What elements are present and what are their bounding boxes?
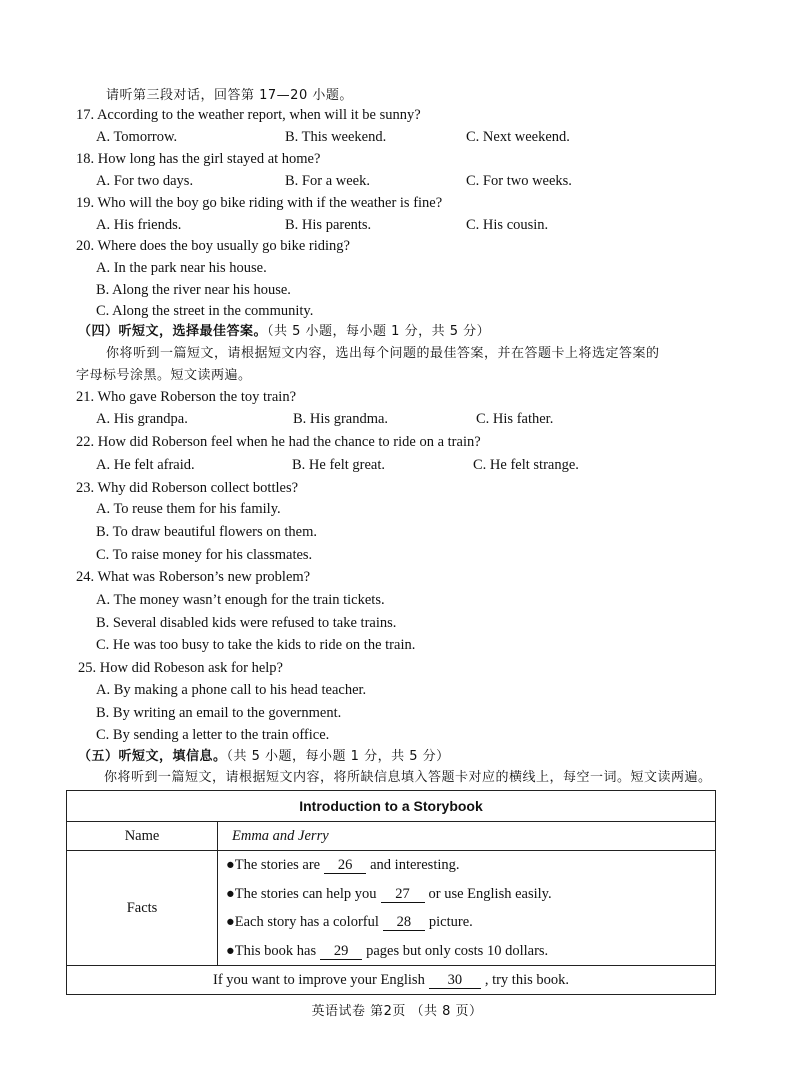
q18-option-a: A. For two days.	[96, 173, 194, 189]
question-19: 19. Who will the boy go bike riding with if the weather is fine?	[76, 195, 443, 211]
name-label: Name	[67, 822, 218, 851]
part5-heading: （五）听短文，填信息。	[78, 749, 227, 764]
fact-text: ●The stories are	[226, 857, 321, 873]
q20-option-a: A. In the park near his house.	[96, 260, 267, 276]
q18-option-b: B. For a week.	[285, 173, 370, 189]
fact-text: ●This book has	[226, 942, 317, 959]
q22-option-a: A. He felt afraid.	[96, 457, 195, 473]
q24-option-b: B. Several disabled kids were refused to take trains.	[96, 615, 397, 631]
fact-text: or use English easily.	[428, 885, 552, 902]
fact-item	[226, 880, 715, 909]
q25-option-b: B. By writing an email to the government.	[96, 705, 342, 721]
q19-option-c: C. His cousin.	[466, 217, 549, 233]
facts-label: Facts	[67, 851, 218, 966]
question-18: 18. How long has the girl stayed at home?	[76, 151, 321, 167]
q23-option-a: A. To reuse them for his family.	[96, 501, 281, 517]
section3-instruction: 请听第三段对话，回答第 17—20 小题。	[106, 88, 353, 103]
fact-text: and interesting.	[370, 857, 460, 873]
facts-list	[218, 851, 716, 966]
fact-item	[226, 851, 715, 880]
part4-heading-note: （共 5 小题，每小题 1 分，共 5 分）	[267, 324, 491, 339]
part5-heading-note: （共 5 小题，每小题 1 分，共 5 分）	[226, 749, 450, 764]
storybook-table	[66, 790, 716, 995]
q24-option-c: C. He was too busy to take the kids to ride on the train.	[96, 637, 416, 653]
part4-instruction-1: 你将听到一篇短文，请根据短文内容，选出每个问题的最佳答案，并在答题卡上将选定答案的	[106, 346, 660, 361]
blank-27[interactable]: 27	[381, 886, 425, 903]
q21-option-c: C. His father.	[476, 411, 554, 427]
q19-option-b: B. His parents.	[285, 217, 372, 233]
question-17: 17. According to the weather report, when will it be sunny?	[76, 107, 421, 123]
q19-option-a: A. His friends.	[96, 217, 182, 233]
question-24: 24. What was Roberson’s new problem?	[76, 569, 311, 585]
q21-option-b: B. His grandma.	[293, 411, 389, 427]
footer-text: , try this book.	[484, 971, 570, 988]
fact-text: pages but only costs 10 dollars.	[366, 942, 549, 959]
part4-heading: （四）听短文，选择最佳答案。	[78, 324, 268, 339]
part4-instruction-2: 字母标号涂黑。短文读两遍。	[76, 368, 252, 383]
table-title: Introduction to a Storybook	[67, 791, 716, 822]
q22-option-b: B. He felt great.	[292, 457, 386, 473]
q17-option-c: C. Next weekend.	[466, 129, 570, 145]
question-21: 21. Who gave Roberson the toy train?	[76, 389, 296, 405]
part5-heading-line	[78, 748, 450, 766]
question-23: 23. Why did Roberson collect bottles?	[76, 480, 299, 496]
footer-text: If you want to improve your English	[212, 971, 425, 988]
q20-option-b: B. Along the river near his house.	[96, 282, 291, 298]
q24-option-a: A. The money wasn’t enough for the train tickets.	[96, 592, 385, 608]
blank-28[interactable]: 28	[383, 914, 425, 931]
blank-30[interactable]: 30	[429, 972, 481, 989]
part4-heading-line	[78, 323, 490, 341]
q25-option-a: A. By making a phone call to his head teacher.	[96, 682, 367, 698]
q23-option-c: C. To raise money for his classmates.	[96, 547, 313, 563]
blank-26[interactable]: 26	[324, 857, 366, 874]
fact-text: ●The stories can help you	[226, 885, 377, 902]
question-25: 25. How did Robeson ask for help?	[78, 660, 283, 676]
q22-option-c: C. He felt strange.	[473, 457, 579, 473]
blank-29[interactable]: 29	[320, 943, 362, 960]
q18-option-c: C. For two weeks.	[466, 173, 572, 189]
question-20: 20. Where does the boy usually go bike riding?	[76, 238, 350, 254]
fact-item	[226, 908, 715, 937]
q21-option-a: A. His grandpa.	[96, 411, 188, 427]
q25-option-c: C. By sending a letter to the train office.	[96, 727, 330, 743]
fact-text: picture.	[428, 914, 473, 930]
question-22: 22. How did Roberson feel when he had the chance to ride on a train?	[76, 434, 481, 450]
part5-instruction: 你将听到一篇短文，请根据短文内容，将所缺信息填入答题卡对应的横线上，每空一词。短文读两遍。	[104, 770, 712, 785]
fact-text: ●Each story has a colorful	[226, 914, 379, 930]
q17-option-a: A. Tomorrow.	[96, 129, 178, 145]
q23-option-b: B. To draw beautiful flowers on them.	[96, 524, 318, 540]
page-footer: 英语试卷 第2页 （共 8 页）	[311, 1004, 483, 1019]
table-footer	[67, 966, 716, 995]
q20-option-c: C. Along the street in the community.	[96, 303, 314, 319]
name-value: Emma and Jerry	[218, 822, 716, 851]
q17-option-b: B. This weekend.	[285, 129, 387, 145]
fact-item	[226, 937, 715, 966]
